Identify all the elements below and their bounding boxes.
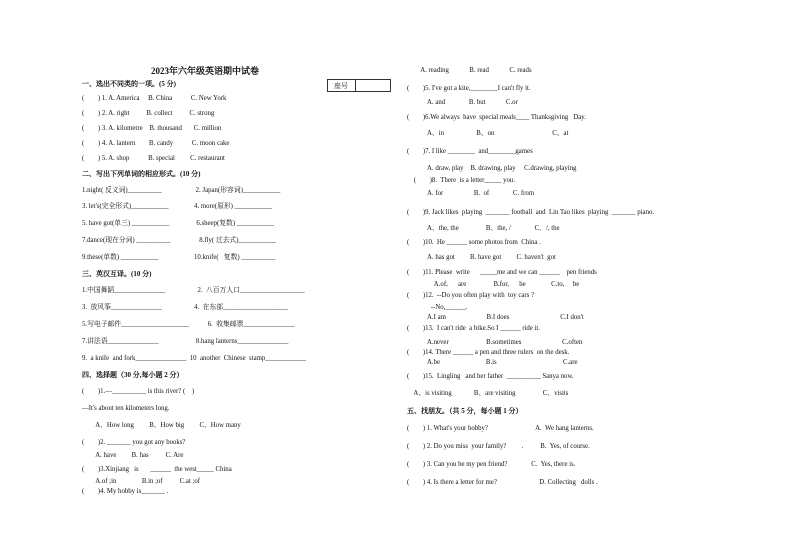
question-line: ( ) 1. What's your hobby? A. We hang lanterns. (407, 425, 594, 432)
question-line: ( )5. I've got a kite,________I can't fly it. (407, 85, 531, 92)
question-line: —It's about ten kilometers long. (82, 405, 170, 412)
question-line: A.I am B.I does C.I don't (407, 314, 584, 321)
page-title: 2023年六年级英语期中试卷 (151, 66, 260, 76)
question-line: 1.night( 反义词)__________ 2. Japan(形容词)___________ (82, 187, 281, 194)
question-line: ( ) 2. A. right B. collect C. strong (82, 110, 215, 117)
question-line: ( )11. Please write _____me and we can ______ pen friends (407, 269, 597, 276)
question-line: 1.中国舞蹈_______________ 2. 八百万人口___________________ (82, 287, 305, 294)
question-line: ( )3.Xinjiang is ______ the west_____ China (82, 466, 232, 473)
question-line: A. have B. has C. Are (82, 452, 184, 459)
question-line: A、How long B、How big C、How many (82, 422, 241, 429)
question-line: A.of ;in B.in ;of C.at ;of (82, 478, 200, 485)
question-line: 7.dance(现在分词) __________ 8.fly( 过去式)___________ (82, 237, 276, 244)
section-heading: 五、找朋友。（共 5 分，每小题 1 分） (407, 407, 523, 415)
seat-number-box (327, 79, 391, 92)
question-line: 3. let's(完全形式)___________ 4. more(原形) ___________ (82, 203, 273, 210)
question-line: ( ) 2. Do you miss your family? . B. Yes, of course. (407, 443, 590, 450)
question-line: ( )7. I like ________ and________games (407, 148, 533, 155)
question-line: A. draw, play B. drawing, play C.drawing, playing (407, 165, 577, 172)
section-heading: 四、选择题（30 分,每小题 2 分） (82, 371, 184, 379)
question-line: ( ) 1. A. America B. China C. New York (82, 95, 227, 102)
question-line: ( )10. He ______ some photos from China . (407, 239, 541, 246)
question-line: 9.these(单数) ___________ 10.knife( 复数) __________ (82, 254, 276, 261)
question-line: ( ) 5. A. shop B. special C. restaurant (82, 155, 225, 162)
question-line: 5. have got(单三) ___________ 6.sheep(复数) ___________ (82, 220, 275, 227)
question-line: ( )14. There ______ a pen and three rulers on the desk. (407, 349, 570, 356)
question-line: ( ) 3. A. kilometre B. thousand C. million (82, 125, 222, 132)
question-line: A、the, the B、the, / C、/, the (407, 225, 560, 232)
question-line: ( )6.We always have special meals____ Thanksgiving Day. (407, 114, 586, 121)
question-line: A. and B. but C.or (407, 99, 518, 106)
question-line: A. has got B. have got C. haven't got (407, 254, 556, 261)
question-line: ( )8. There is a letter_____ you. (407, 177, 516, 184)
question-line: ( ) 3. Can you be my pen friend? C. Yes, there is. (407, 461, 576, 468)
seat-label: 座号 (334, 82, 348, 90)
question-line: --No,______. (407, 304, 468, 311)
question-line: A.never B.sometimes C.often (407, 339, 583, 346)
question-line: ( )4. My hobby is_______ . (82, 488, 169, 495)
question-line: ( )2. _______ you got any books? (82, 439, 186, 446)
question-line: ( )9. Jack likes playing _______ football and Lin Tao likes playing _______ piano. (407, 209, 655, 216)
question-line: ( )13. I can't ride a bike.So I ______ ride it. (407, 325, 540, 332)
question-line: 3. 放风筝_______________ 4. 在东部___________________ (82, 304, 288, 311)
question-line: ( ) 4. A. lantern B. candy C. moon cake (82, 140, 230, 147)
question-line: ( ) 4. Is there a letter for me? D. Collecting dolls . (407, 479, 598, 486)
question-line: ( )15. Lingling and her father __________ Sanya now. (407, 373, 574, 380)
question-line: A、is visiting B、are visiting C、visits (407, 390, 569, 397)
question-line: ( )1.—__________ is this river? ( ) (82, 388, 195, 395)
question-line: A、in B、on C、at (407, 130, 569, 137)
question-line: ( )12. --Do you often play with toy cars ? (407, 292, 535, 299)
question-line: A.of, are B.for, be C.to, be (407, 281, 580, 288)
section-heading: 二、写出下列单词的相应形式。(10 分) (82, 170, 201, 178)
question-line: 7.讲法语_______________ 8.hang lanterns_______________ (82, 338, 289, 345)
question-line: A.be B.is C.are (407, 359, 578, 366)
section-heading: 三、英汉互译。(10 分) (82, 270, 152, 278)
question-line: A. for B. of C. from (407, 190, 535, 197)
section-heading: 一、选出不同类的一项。(5 分) (82, 80, 176, 88)
question-line: A. reading B. read C. reads (407, 67, 532, 74)
question-line: 9. a knife and fork_______________ 10 another Chinese stamp____________ (82, 355, 307, 362)
question-line: 5.写电子邮件____________________ 6. 收集邮票_______________ (82, 321, 295, 328)
